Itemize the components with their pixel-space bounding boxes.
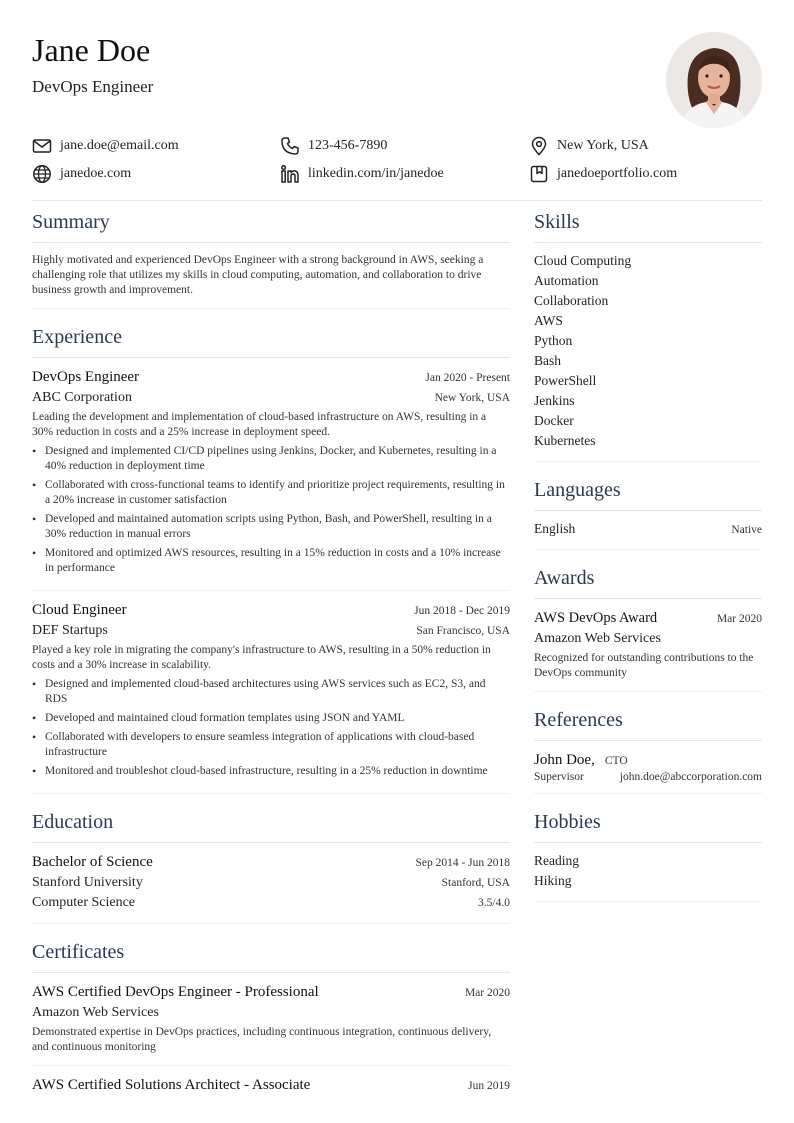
mail-icon xyxy=(32,136,52,156)
job-bullet: • Designed and implemented cloud-based architectures using AWS services such as EC2, S3, and RDS xyxy=(32,677,510,707)
awards-section xyxy=(534,564,762,692)
skill-item: Docker xyxy=(534,413,574,428)
certificate-entry xyxy=(32,973,510,1066)
skill-item: PowerShell xyxy=(534,373,597,388)
language-name: English xyxy=(534,521,576,536)
contact-location xyxy=(529,134,649,158)
job-dates: Jun 2018 - Dec 2019 xyxy=(414,605,510,617)
job-bullet: • Developed and maintained cloud formation templates using JSON and YAML xyxy=(32,711,510,726)
education-entry xyxy=(32,843,510,924)
reference-relation: Supervisor xyxy=(534,771,584,783)
globe-icon xyxy=(32,164,52,184)
languages-heading: Languages xyxy=(534,476,762,511)
hobbies-list xyxy=(534,843,762,902)
references-section xyxy=(534,706,762,794)
experience-entry xyxy=(32,358,510,591)
education-section xyxy=(32,808,510,924)
language-entry xyxy=(534,511,762,550)
summary-section xyxy=(32,208,510,309)
reference-entry xyxy=(534,741,762,794)
summary-heading: Summary xyxy=(32,208,510,243)
contact-linkedin[interactable] xyxy=(280,162,444,186)
hobby-item: Reading xyxy=(534,853,579,868)
certificate-name: AWS Certified DevOps Engineer - Professional xyxy=(32,984,319,1000)
portrait-image xyxy=(666,32,762,128)
job-title: DevOps Engineer xyxy=(32,369,140,385)
candidate-name: Jane Doe xyxy=(32,32,151,68)
certificate-date: Mar 2020 xyxy=(464,987,510,999)
certificates-section xyxy=(32,938,510,1106)
skills-list xyxy=(534,243,762,462)
skills-heading: Skills xyxy=(534,208,762,243)
certificates-heading: Certificates xyxy=(32,938,510,973)
education-dates: Sep 2014 - Jun 2018 xyxy=(415,857,510,869)
linkedin-text: linkedin.com/in/janedoe xyxy=(308,166,444,181)
job-bullet: • Designed and implemented CI/CD pipelines using Jenkins, Docker, and Kubernetes, resulting in a 40% reduction in deployment time xyxy=(32,444,510,474)
award-entry xyxy=(534,599,762,692)
job-description: Played a key role in migrating the company's infrastructure to AWS, resulting in a 50% reduction in costs and a 30% increase in scalability. xyxy=(32,644,491,671)
contact-email[interactable] xyxy=(32,134,179,158)
website-text: janedoe.com xyxy=(60,166,132,181)
gpa: 3.5/4.0 xyxy=(478,897,510,909)
job-bullet: • Monitored and optimized AWS resources, resulting in a 15% reduction in costs and a 10% increase in performance xyxy=(32,546,510,576)
header-divider xyxy=(32,200,762,201)
contact-portfolio[interactable] xyxy=(529,162,677,186)
job-bullet: • Collaborated with developers to ensure seamless integration of applications with cloud-based infrastructure xyxy=(32,730,510,760)
skill-item: Bash xyxy=(534,353,561,368)
reference-position: CTO xyxy=(604,755,628,767)
certificate-description: Demonstrated expertise in DevOps practices, including continuous integration, continuous delivery, and continuous monitoring xyxy=(32,1026,492,1053)
field-of-study: Computer Science xyxy=(32,895,136,910)
skill-item: Python xyxy=(534,333,573,348)
linkedin-icon xyxy=(280,164,300,184)
skill-item: Kubernetes xyxy=(534,433,596,448)
award-issuer: Amazon Web Services xyxy=(534,631,661,646)
award-title: AWS DevOps Award xyxy=(534,610,658,626)
summary-block xyxy=(32,243,510,309)
profile-photo xyxy=(666,32,762,128)
job-bullet: • Monitored and troubleshot cloud-based infrastructure, resulting in a 25% reduction in downtime xyxy=(32,764,510,779)
summary-text: Highly motivated and experienced DevOps Engineer with a strong background in AWS, seeking a challenging role that utilizes my skills in cloud computing, automation, and collaboration to drive business growth and improvement. xyxy=(32,254,484,296)
school: Stanford University xyxy=(32,875,143,890)
reference-email[interactable]: john.doe@abccorporation.com xyxy=(619,771,762,783)
experience-entry xyxy=(32,591,510,794)
portfolio-icon xyxy=(529,164,549,184)
degree: Bachelor of Science xyxy=(32,854,153,870)
job-bullets xyxy=(32,677,510,779)
portfolio-text: janedoeportfolio.com xyxy=(557,166,678,181)
certificate-name: AWS Certified Solutions Architect - Associate xyxy=(32,1077,311,1093)
certificate-issuer: Amazon Web Services xyxy=(32,1005,159,1020)
skill-item: Automation xyxy=(534,273,599,288)
job-bullets xyxy=(32,444,510,576)
hobby-item: Hiking xyxy=(534,873,572,888)
contact-website[interactable] xyxy=(32,162,131,186)
job-bullet: • Collaborated with cross-functional teams to identify and prioritize project requirements, resulting in a 20% increase in customer satisfaction xyxy=(32,478,510,508)
skill-item: Jenkins xyxy=(534,393,575,408)
job-title: Cloud Engineer xyxy=(32,602,127,618)
skill-item: Cloud Computing xyxy=(534,253,632,268)
phone-text: 123-456-7890 xyxy=(308,138,388,153)
languages-section xyxy=(534,476,762,550)
job-location: San Francisco, USA xyxy=(416,625,510,637)
education-heading: Education xyxy=(32,808,510,843)
job-dates: Jan 2020 - Present xyxy=(425,372,510,384)
award-description: Recognized for outstanding contributions to the DevOps community xyxy=(534,652,754,679)
job-bullet: • Developed and maintained automation scripts using Python, Bash, and PowerShell, resulting in a 30% reduction in manual errors xyxy=(32,512,510,542)
skill-item: Collaboration xyxy=(534,293,609,308)
experience-heading: Experience xyxy=(32,323,510,358)
contact-phone[interactable] xyxy=(280,134,387,158)
job-company: DEF Startups xyxy=(32,623,108,638)
email-text: jane.doe@email.com xyxy=(60,138,179,153)
language-level: Native xyxy=(731,524,762,536)
hobbies-heading: Hobbies xyxy=(534,808,762,843)
certificate-date: Jun 2019 xyxy=(468,1080,510,1092)
phone-icon xyxy=(280,136,300,156)
left-column xyxy=(32,204,510,1120)
certificate-entry xyxy=(32,1066,510,1106)
job-company: ABC Corporation xyxy=(32,390,132,405)
location-pin-icon xyxy=(529,136,549,156)
right-column xyxy=(534,204,762,916)
job-location: New York, USA xyxy=(434,392,510,404)
location-text: New York, USA xyxy=(557,138,649,153)
skills-section xyxy=(534,208,762,462)
experience-section xyxy=(32,323,510,794)
award-date: Mar 2020 xyxy=(716,613,762,625)
job-description: Leading the development and implementation of cloud-based infrastructure on AWS, resulting in a 30% reduction in costs and a 25% increase in deployment speed. xyxy=(32,411,487,438)
hobbies-section xyxy=(534,808,762,902)
skill-item: AWS xyxy=(534,313,563,328)
candidate-title: DevOps Engineer xyxy=(32,77,154,96)
school-location: Stanford, USA xyxy=(441,877,510,889)
references-heading: References xyxy=(534,706,762,741)
reference-name: John Doe, xyxy=(534,752,595,768)
awards-heading: Awards xyxy=(534,564,762,599)
